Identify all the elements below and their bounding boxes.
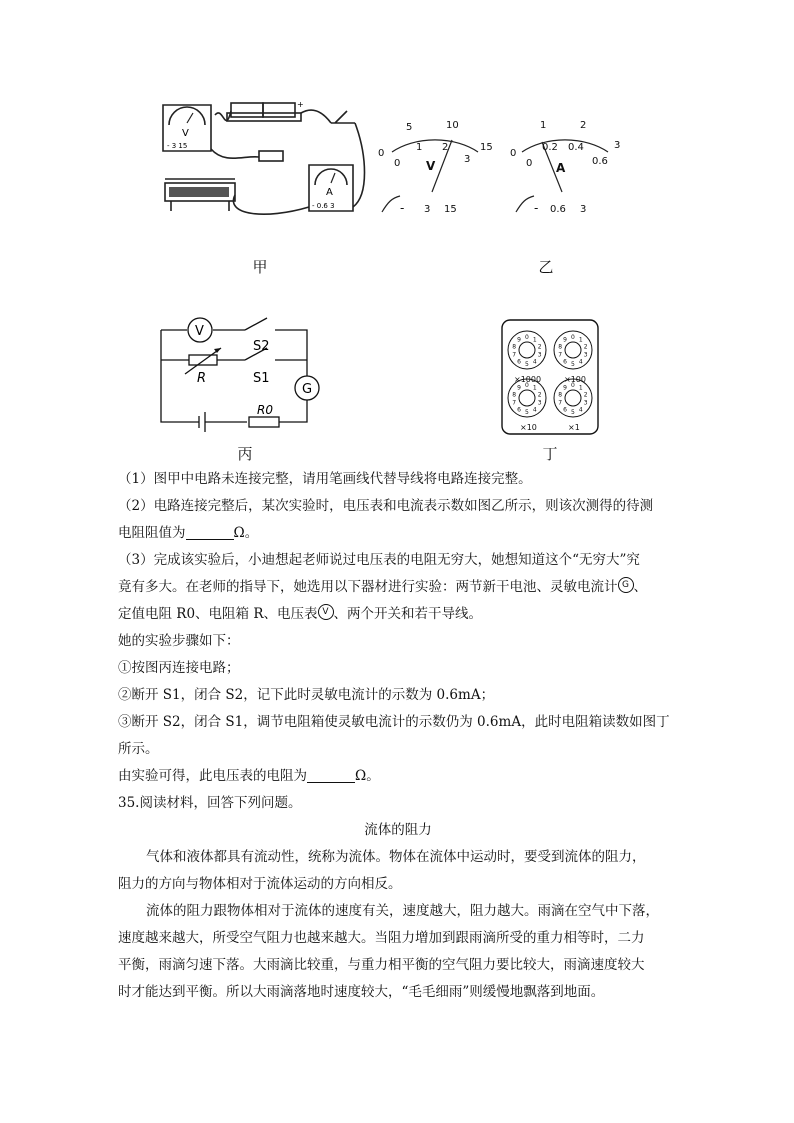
ding-dial-knob-0 [519, 342, 535, 358]
ding-dial-digit: 2 [583, 343, 588, 351]
ding-dial-digit: 5 [525, 409, 529, 416]
v-bottom-0: 0 [394, 158, 401, 169]
a-bottom-04: 0.4 [568, 142, 584, 153]
ding-dial-digit: 6 [563, 358, 567, 366]
v-term-minus: - [400, 201, 405, 215]
ding-dial-digit: 5 [525, 361, 529, 368]
ding-dial-digit: 9 [517, 384, 521, 392]
ding-dial-digit: 7 [512, 351, 517, 359]
steps-intro: 她的实验步骤如下： [118, 633, 240, 649]
ding-dial-digit: 9 [563, 336, 567, 344]
ding-dial-digit: 9 [517, 336, 521, 344]
ding-dial-digit: 4 [532, 406, 537, 414]
a-top-2: 2 [580, 120, 587, 131]
passage-p2-line4: 时才能达到平衡。所以大雨滴落地时速度较大，“毛毛细雨”则缓慢地飘落到地面。 [118, 984, 605, 1000]
ding-dial-digit: 1 [532, 384, 537, 392]
step-2: ②断开 S1，闭合 S2，记下此时灵敏电流计的示数为 0.6mA； [118, 687, 495, 703]
ding-dial-label-10: ×10 [520, 423, 537, 432]
caption-bing: 丙 [237, 445, 253, 463]
caption-ding: 丁 [542, 445, 558, 463]
answer-blank-1[interactable] [186, 525, 234, 540]
ding-dial-digit: 5 [571, 409, 575, 416]
bing-r-label: R [197, 371, 207, 386]
a-top-1: 1 [540, 120, 547, 131]
ding-dial-digit: 9 [563, 384, 567, 392]
a-top-3: 3 [614, 140, 621, 151]
ding-dial-digit: 0 [571, 382, 575, 389]
q1: （1）图甲中电路未连接完整，请用笔画线代替导线将电路连接完整。 [118, 471, 532, 487]
bing-voltmeter-label: V [195, 324, 204, 339]
ding-dial-digit: 8 [512, 343, 517, 351]
ding-dial-digit: 7 [558, 351, 563, 359]
step-1: ①按图丙连接电路； [118, 660, 240, 676]
ding-dial-digit: 0 [571, 334, 575, 341]
q3-line3: 定值电阻 R0、电阻箱 R、电压表 V 、两个开关和若干导线。 [118, 606, 483, 622]
ding-dial-knob-1 [565, 342, 581, 358]
q35-intro: 35.阅读材料，回答下列问题。 [118, 795, 302, 811]
ding-dial-digit: 8 [558, 391, 563, 399]
ding-dial-digit: 8 [512, 391, 517, 399]
a-term-minus: - [534, 201, 539, 215]
ding-dial-digit: 1 [532, 336, 537, 344]
bing-s1-label: S1 [253, 371, 270, 386]
v-bottom-3: 3 [464, 154, 471, 165]
passage-p2-line2: 速度越来越大，所受空气阻力也越来越大。当阻力增加到跟雨滴所受的重力相等时，二力 [118, 930, 645, 946]
ding-dial-digit: 2 [537, 391, 542, 399]
caption-jia: 甲 [252, 258, 268, 276]
q3-line1: （3）完成该实验后，小迪想起老师说过电压表的电阻无穷大，她想知道这个“无穷大”究 [118, 552, 640, 568]
voltmeter-symbol-icon: V [318, 604, 334, 620]
v-term-15: 15 [444, 204, 457, 215]
ding-dial-digit: 6 [517, 406, 521, 414]
jia-battery-plus: + [297, 100, 304, 109]
ding-dial-digit: 3 [537, 351, 542, 359]
v-meter-symbol: V [426, 159, 436, 173]
caption-yi: 乙 [538, 258, 554, 276]
a-bottom-0: 0 [526, 158, 533, 169]
ding-dial-knob-3 [565, 390, 581, 406]
step-3-line2: 所示。 [118, 741, 159, 757]
passage-p1-line2: 阻力的方向与物体相对于流体运动的方向相反。 [118, 876, 402, 892]
v-top-5: 5 [406, 122, 413, 133]
ding-dial-digit: 1 [578, 336, 583, 344]
answer-blank-2[interactable] [307, 768, 355, 783]
ding-dial-digit: 5 [571, 361, 575, 368]
figure-jia-circuit [155, 95, 375, 225]
a-term-06: 0.6 [550, 204, 566, 215]
ding-dial-digit: 3 [583, 399, 588, 407]
ding-dial-digit: 2 [537, 343, 542, 351]
passage-title: 流体的阻力 [364, 822, 432, 838]
result-line: 由实验可得，此电压表的电阻为 Ω。 [118, 768, 380, 784]
ding-dial-digit: 3 [583, 351, 588, 359]
ding-dial-knob-2 [519, 390, 535, 406]
v-top-0: 0 [378, 148, 385, 159]
passage-p2-line3: 平衡，雨滴匀速下落。大雨滴比较重，与重力相平衡的空气阻力要比较大，雨滴速度较大 [118, 957, 645, 973]
a-term-3: 3 [580, 204, 587, 215]
ding-dial-digit: 8 [558, 343, 563, 351]
ding-dial-digit: 2 [583, 391, 588, 399]
q2-line1: （2）电路连接完整后，某次实验时，电压表和电流表示数如图乙所示，则该次测得的待测 [118, 498, 654, 514]
ding-dial-digit: 4 [578, 358, 583, 366]
jia-voltmeter-terminals: - 3 15 [167, 142, 188, 150]
ding-dial-digit: 6 [563, 406, 567, 414]
ding-dial-digit: 4 [532, 358, 537, 366]
jia-ammeter-symbol: A [326, 187, 333, 198]
bing-r0-label: R0 [257, 403, 273, 417]
ding-dial-digit: 7 [558, 399, 563, 407]
q2-line2: 电阻阻值为 Ω。 [118, 525, 259, 541]
ding-dial-digit: 6 [517, 358, 521, 366]
ding-dial-digit: 4 [578, 406, 583, 414]
v-bottom-1: 1 [416, 142, 423, 153]
ding-dial-label-1: ×1 [568, 423, 580, 432]
ding-dial-digit: 0 [525, 334, 529, 341]
jia-voltmeter-symbol: V [182, 128, 189, 139]
a-meter-symbol: A [556, 161, 566, 175]
question-text [118, 466, 678, 1006]
figure-bing-circuit [155, 312, 325, 432]
ding-dial-digit: 3 [537, 399, 542, 407]
v-term-3: 3 [424, 204, 431, 215]
q3-line2: 竟有多大。在老师的指导下，她选用以下器材进行实验：两节新干电池、灵敏电流计 G 、 [118, 579, 647, 595]
v-top-10: 10 [446, 120, 459, 131]
figure-ding-resistance-box [500, 318, 600, 436]
jia-ammeter-terminals: - 0.6 3 [312, 202, 335, 210]
ding-dial-digit: 7 [512, 399, 517, 407]
a-bottom-02: 0.2 [542, 142, 558, 153]
ding-dial-digit: 0 [525, 382, 529, 389]
ding-dial-label-1000: ×1000 [514, 375, 542, 384]
galvanometer-symbol-icon: G [618, 577, 634, 593]
passage-p2-line1: 流体的阻力跟物体相对于流体的速度有关，速度越大，阻力越大。雨滴在空气中下落， [146, 903, 659, 919]
v-bottom-2: 2 [442, 142, 449, 153]
bing-s2-label: S2 [253, 339, 270, 354]
a-bottom-06: 0.6 [592, 156, 608, 167]
step-3-line1: ③断开 S2，闭合 S1，调节电阻箱使灵敏电流计的示数仍为 0.6mA，此时电阻箱读数如图丁 [118, 714, 670, 730]
v-top-15: 15 [480, 142, 493, 153]
a-top-0: 0 [510, 148, 517, 159]
ding-dial-digit: 1 [578, 384, 583, 392]
ding-dial-label-100: ×100 [564, 375, 586, 384]
passage-p1-line1: 气体和液体都具有流动性，统称为流体。物体在流体中运动时，要受到流体的阻力， [146, 849, 646, 865]
bing-galvanometer-label: G [302, 382, 313, 397]
figure-yi-meters [370, 110, 630, 225]
